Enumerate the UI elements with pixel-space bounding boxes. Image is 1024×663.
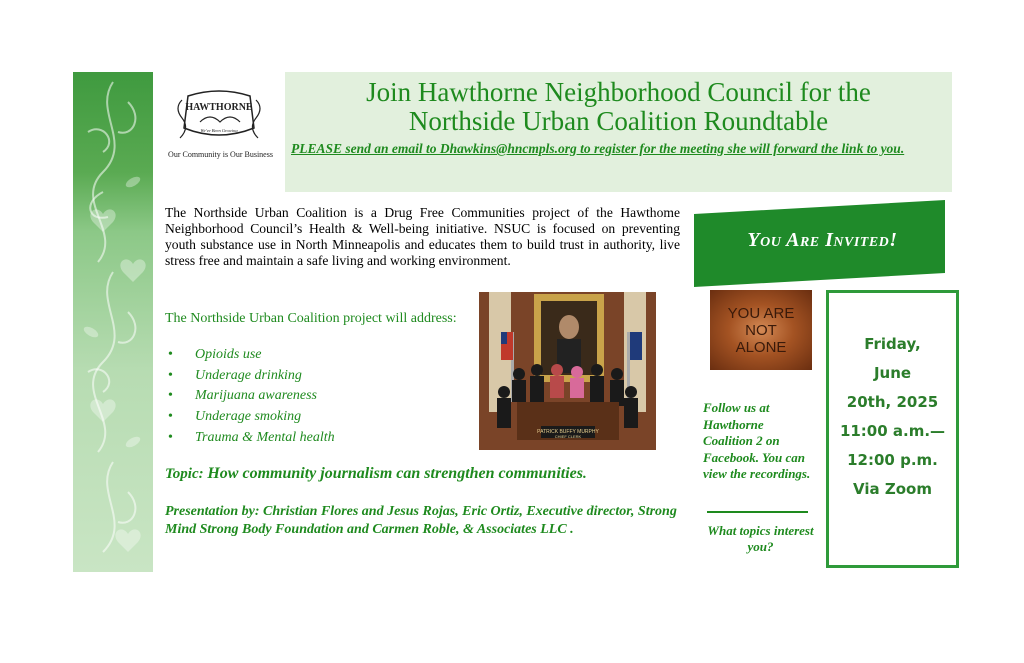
bullet-icon: • [168,429,173,445]
register-email-link[interactable]: PLEASE send an email to Dhawkins@hncmpls.org to register for the meeting she will forward the link to you. [291,141,905,156]
logo-tagline: Our Community is Our Business [168,150,273,159]
bullet-icon: • [168,388,173,404]
title-line-1: Join Hawthorne Neighborhood Council for the [366,77,871,107]
project-heading: The Northside Urban Coalition project will address: [165,311,457,326]
topic-value: How community journalism can strengthen communities [207,465,583,482]
nameplate-name: PATRICK BUFFY MURPHY [537,429,599,435]
page-title [285,78,952,136]
title-line-2: Northside Urban Coalition Roundtable [408,106,829,136]
event-date: 20th, 2025 [846,393,939,411]
event-location: Via Zoom [853,480,932,498]
list-item: • Underage smoking [165,407,465,428]
divider [707,511,808,513]
presenters: Presentation by: Christian Flores and Jesus Rojas, Eric Ortiz, Executive director, Strong Mind Strong Body Foundation and Carmen Roble, & Associates LLC . [165,504,677,537]
not-alone-text: YOU ARE NOT ALONE [727,305,795,356]
nameplate-title: CHIEF CLERK [554,434,582,439]
list-item: • Marijuana awareness [165,386,465,407]
logo-subtitle: We've Been Growing [200,128,238,133]
topics-question: What topics interest you? [707,523,814,554]
topic-end: . [582,466,587,482]
issues-list [165,345,465,449]
bullet-icon: • [168,347,173,362]
intro-paragraph: The Northside Urban Coalition is a Drug Free Communities project of the Hawthome Neighborhood Council’s Health & Well-being initiative. NSUC is focused on preventing youth substance use in North Minneapolis and educates them to build trust in authority, live stress free and maintain a safe living and working environment. [165,205,680,268]
list-item: • Underage drinking [165,366,465,387]
floral-pattern-icon [73,72,153,572]
follow-facebook-note: Follow us at Hawthorne Coalition 2 on Facebook. You can view the recordings. [703,400,811,481]
invite-heading: You Are Invited! [747,229,898,251]
council-chamber-photo [479,292,656,450]
topic-label: Topic: [165,466,204,482]
event-day: Friday, [864,335,921,353]
list-item: • Opioids use [165,345,465,366]
bullet-icon: • [168,367,173,383]
event-time-end: 12:00 p.m. [847,451,938,469]
logo-name: HAWTHORNE [185,102,253,113]
list-item: • Trauma & Mental health [165,428,465,449]
event-details [829,330,956,504]
event-time-start: 11:00 a.m.— [839,422,946,440]
decorative-floral-strip [73,72,153,572]
topic-line [165,465,685,483]
bullet-icon: • [168,409,173,425]
event-month: June [873,364,912,382]
